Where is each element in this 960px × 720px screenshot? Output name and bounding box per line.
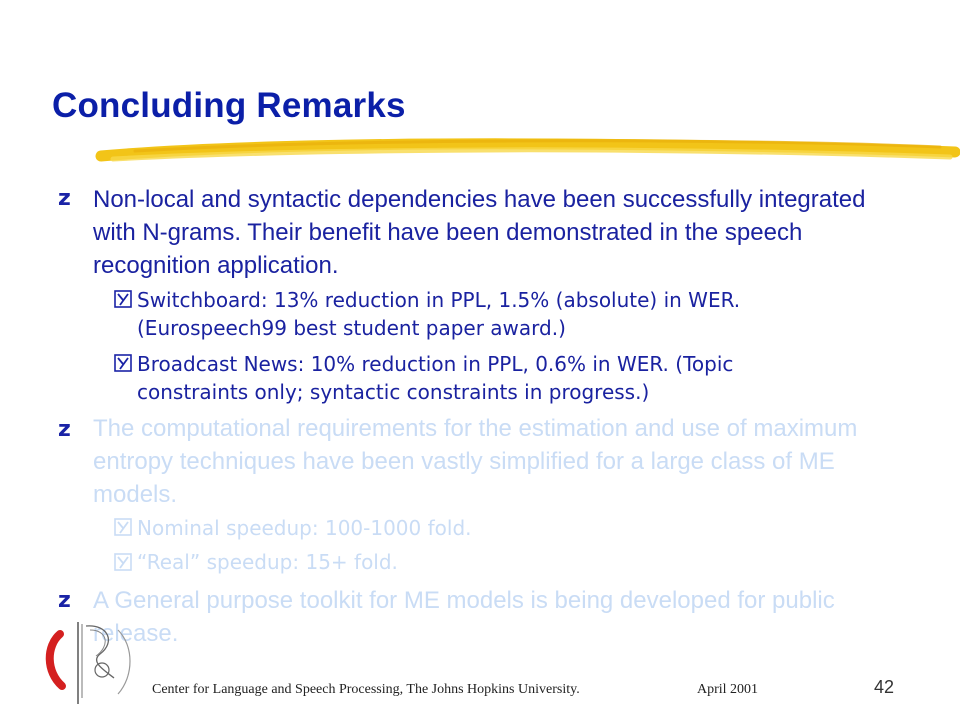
level1-bullet-marker: z <box>58 588 71 613</box>
clsp-logo <box>38 612 138 712</box>
bullet-3-text: A General purpose toolkit for ME models is being developed for public release. <box>93 587 835 647</box>
level1-bullet-marker: z <box>58 186 71 211</box>
footer-institution: Center for Language and Speech Processing, The Johns Hopkins University. <box>152 682 580 697</box>
footer-date: April 2001 <box>697 682 759 697</box>
sub-bullet-1-1: Switchboard: 13% reduction in PPL, 1.5% (absolute) in WER. (Eurospeech99 best student paper award.) <box>137 288 741 340</box>
checkbox-y-icon <box>114 518 132 536</box>
highlighter-underline <box>95 132 960 166</box>
bullet-2-text: The computational requirements for the estimation and use of maximum entropy techniques have been vastly simplified for a large class of ME models. <box>93 415 858 508</box>
checkbox-y-icon <box>114 354 132 372</box>
sub-bullet-2-2: “Real” speedup: 15+ fold. <box>137 550 398 574</box>
level1-bullet-marker: z <box>58 417 71 442</box>
sub-bullet-1-2: Broadcast News: 10% reduction in PPL, 0.6% in WER. (Topic constraints only; syntactic constraints in progress.) <box>137 352 734 404</box>
checkbox-y-icon <box>114 290 132 308</box>
page-number: 42 <box>874 677 895 697</box>
sub-bullet-2-1: Nominal speedup: 100-1000 fold. <box>137 516 472 540</box>
checkbox-y-icon <box>114 553 132 571</box>
bullet-1-text: Non-local and syntactic dependencies have been successfully integrated with N-grams. Their benefit have been demonstrated in the speech recognition application. <box>93 186 866 279</box>
slide-title: Concluding Remarks <box>52 86 406 125</box>
